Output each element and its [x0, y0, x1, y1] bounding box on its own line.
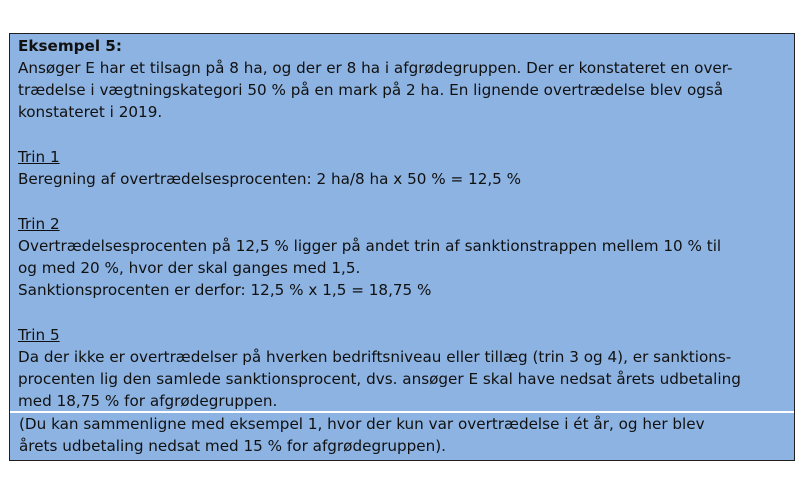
step-2-line-3: Sanktionsprocenten er derfor: 12,5 % x 1,5 = 18,75 %: [18, 281, 432, 299]
step-5-line-2: procenten lig den samlede sanktionsprocent, dvs. ansøger E skal have nedsat årets udbetaling: [18, 370, 741, 388]
step-5-line-1: Da der ikke er overtrædelser på hverken bedriftsniveau eller tillæg (trin 3 og 4), er sanktions-: [18, 348, 732, 366]
intro-line-2: trædelse i vægtningskategori 50 % på en mark på 2 ha. En lignende overtrædelse blev også: [18, 81, 724, 99]
step-2-heading: Trin 2: [18, 215, 60, 233]
example-content: [10, 34, 794, 460]
step-5-heading: Trin 5: [18, 326, 60, 344]
step-5-line-3: med 18,75 % for afgrødegruppen.: [18, 392, 278, 410]
intro-line-3: konstateret i 2019.: [18, 103, 163, 121]
example-box: [9, 33, 795, 461]
step-1-heading: Trin 1: [18, 148, 60, 166]
step-2-line-1: Overtrædelsesprocenten på 12,5 % ligger på andet trin af sanktionstrappen mellem 10 % til: [18, 237, 722, 255]
step-2-line-2: og med 20 %, hvor der skal ganges med 1,5.: [18, 259, 361, 277]
step-1-line-1: Beregning af overtrædelsesprocenten: 2 ha/8 ha x 50 % = 12,5 %: [18, 170, 522, 188]
comparison-section: [10, 413, 794, 460]
example-title: Eksempel 5:: [18, 37, 122, 55]
intro-line-1: Ansøger E har et tilsagn på 8 ha, og der er 8 ha i afgrødegruppen. Der er konstateret en over-: [18, 59, 733, 77]
comparison-line-1: (Du kan sammenligne med eksempel 1, hvor der kun var overtrædelse i ét år, og her blev: [19, 415, 705, 433]
comparison-line-2: årets udbetaling nedsat med 15 % for afgrødegruppen).: [19, 437, 446, 455]
